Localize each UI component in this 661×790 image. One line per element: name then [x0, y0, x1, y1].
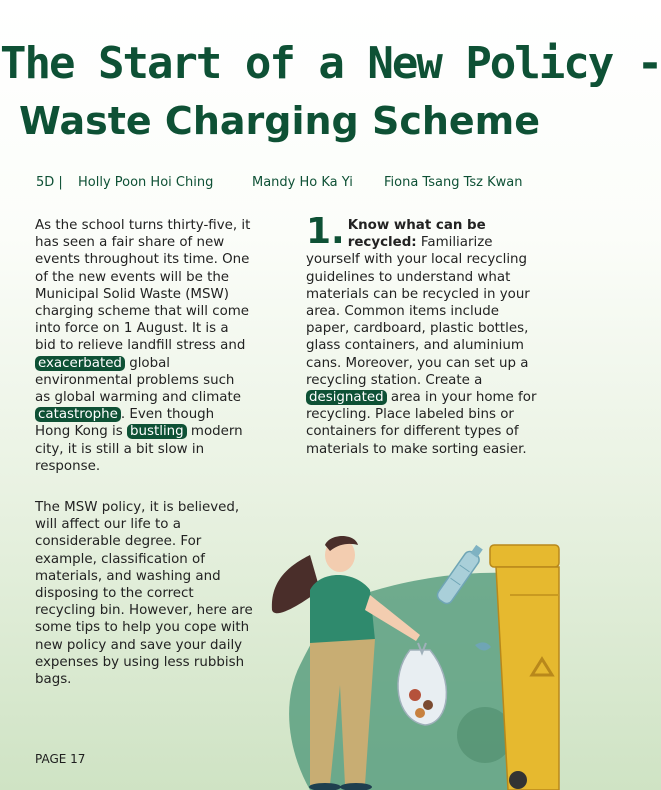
author-name-3: Fiona Tsang Tsz Kwan — [384, 175, 523, 190]
page-number: PAGE 17 — [35, 752, 86, 766]
tip-heading: Know what can be recycled: — [347, 218, 486, 251]
intro-text-1: As the school turns thirty-five, it has seen a fair share of new events throughout its time. One of the new events will be the Municipal Solid Waste (MSW) charging scheme that will come into force on 1 August. It is a bid to relieve landfill stress and — [35, 218, 251, 354]
tip-paragraph — [306, 211, 541, 458]
author-name-1: Holly Poon Hoi Ching — [78, 175, 214, 190]
author-class: 5D | — [36, 175, 63, 190]
tip-text-2: area in your home for recycling. Place labeled bins or containers for different types of materials to make sorting easier. — [306, 390, 537, 457]
author-name-2: Mandy Ho Ka Yi — [252, 175, 353, 190]
highlight-word: catastrophe — [35, 407, 121, 422]
page-title-line2: Waste Charging Scheme — [18, 99, 541, 143]
tip-text-1: Familiarize yourself with your local recycling guidelines to understand what materials can be recycled in your area. Common items include paper, cardboard, plastic bottles, glass containers, and aluminium cans. Moreover, you can set up a recycling station. Create a — [306, 235, 530, 388]
highlight-word: bustling — [127, 424, 187, 439]
page-title-line1: The Start of a New Policy - — [0, 38, 661, 89]
policy-paragraph: The MSW policy, it is believed, will affect our life to a considerable degree. For example, classification of materials, and washing and disposing to the correct recycling bin. However, here are some tips to help you cope with new policy and save your daily expenses by using less rubbish bags. — [35, 500, 253, 688]
woman-recycling-illustration — [270, 535, 559, 790]
intro-text-3: . Even though Hong Kong is — [35, 407, 215, 440]
left-column — [35, 217, 253, 688]
intro-text-2: global environmental problems such as global warming and climate — [35, 355, 241, 406]
highlight-word: designated — [306, 390, 387, 405]
highlight-word: exacerbated — [35, 356, 125, 371]
intro-paragraph — [35, 217, 253, 475]
intro-text-4: modern city, it is still a bit slow in response. — [35, 424, 243, 474]
tip-number: 1. — [306, 211, 345, 252]
right-column — [306, 211, 541, 458]
